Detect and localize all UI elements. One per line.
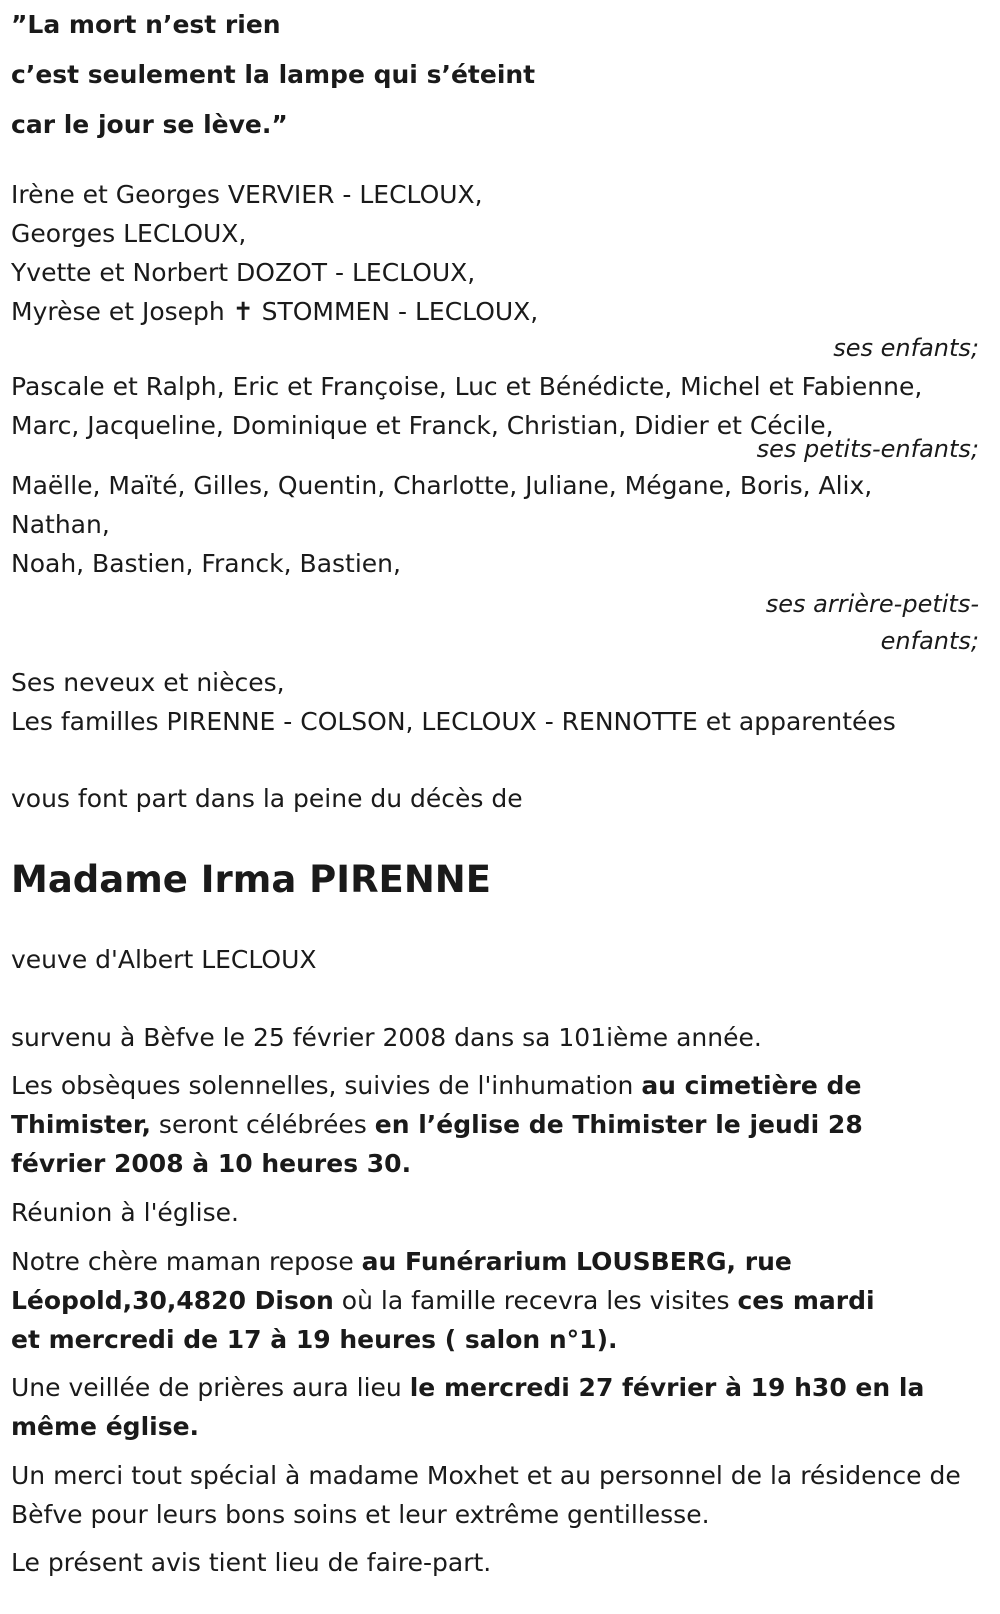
child-line: Yvette et Norbert DOZOT - LECLOUX, — [11, 258, 476, 287]
children-list — [11, 175, 991, 361]
epigraph-quote — [11, 0, 991, 150]
great-grandchild-line: Nathan, — [11, 510, 110, 539]
meeting-point: Réunion à l'église. — [11, 1198, 239, 1227]
announcement: vous font part dans la peine du décès de — [11, 784, 523, 813]
funeral-church-date: en l’église de Thimister le jeudi 28 février 2008 à 10 heures 30. — [11, 1110, 863, 1178]
great-grandchildren-list — [11, 466, 991, 661]
rest-text: Notre chère maman repose — [11, 1247, 362, 1276]
child-line-prefix: Myrèse et Joseph — [11, 297, 233, 326]
cross-icon: ✝ — [232, 297, 254, 326]
funeral-text: seront célébrées — [150, 1110, 375, 1139]
quote-line: c’est seulement la lampe qui s’éteint — [11, 60, 536, 89]
thanks: Un merci tout spécial à madame Moxhet et au personnel de la résidence de Bèfve pour leurs bons soins et leur extrême gentillesse. — [11, 1461, 961, 1529]
role-grandchildren: ses petits-enfants; — [756, 435, 979, 463]
death-details: survenu à Bèfve le 25 février 2008 dans sa 101ième année. — [11, 1023, 762, 1052]
vigil-date: le mercredi 27 février à 19 h30 en la même église. — [11, 1373, 925, 1441]
relatives-line: Ses neveux et nièces, — [11, 668, 285, 697]
great-grandchild-line: Maëlle, Maïté, Gilles, Quentin, Charlotte, Juliane, Mégane, Boris, Alix, — [11, 471, 873, 500]
widow-of: veuve d'Albert LECLOUX — [11, 945, 317, 974]
grandchildren-list — [11, 367, 991, 466]
vigil-text: Une veillée de prières aura lieu — [11, 1373, 410, 1402]
child-line: Irène et Georges VERVIER - LECLOUX, — [11, 180, 483, 209]
closing: Le présent avis tient lieu de faire-part. — [11, 1548, 492, 1577]
child-line — [11, 292, 991, 331]
funeral-text: Les obsèques solennelles, suivies de l'inhumation — [11, 1071, 642, 1100]
quote-line: car le jour se lève.” — [11, 110, 288, 139]
grandchild-line: Pascale et Ralph, Eric et Françoise, Luc et Bénédicte, Michel et Fabienne, — [11, 372, 923, 401]
deceased-name: Madame Irma PIRENNE — [11, 858, 492, 901]
role-great-grandchildren-cont: enfants; — [880, 627, 979, 655]
great-grandchild-line: Noah, Bastien, Franck, Bastien, — [11, 549, 401, 578]
role-great-grandchildren: ses arrière-petits- — [765, 590, 979, 618]
rest-text: où la famille recevra les visites — [333, 1286, 738, 1315]
visiting-hours: ces mardi et mercredi de 17 à 19 heures ( salon n°1). — [11, 1286, 875, 1354]
other-relatives — [11, 663, 991, 741]
child-line: Georges LECLOUX, — [11, 219, 247, 248]
quote-line: ”La mort n’est rien — [11, 10, 281, 39]
role-children: ses enfants; — [833, 334, 979, 362]
grandchild-line: Marc, Jacqueline, Dominique et Franck, Christian, Didier et Cécile, — [11, 411, 834, 440]
vigil — [11, 1368, 931, 1446]
relatives-line: Les familles PIRENNE - COLSON, LECLOUX - RENNOTTE et apparentées — [11, 707, 896, 736]
resting-place — [11, 1242, 911, 1359]
funerarium-address: au Funérarium LOUSBERG, rue Léopold,30,4820 Dison — [11, 1247, 792, 1315]
funeral-details — [11, 1066, 961, 1183]
funeral-place: au cimetière de Thimister, — [11, 1071, 862, 1139]
child-line-suffix: STOMMEN - LECLOUX, — [253, 297, 539, 326]
